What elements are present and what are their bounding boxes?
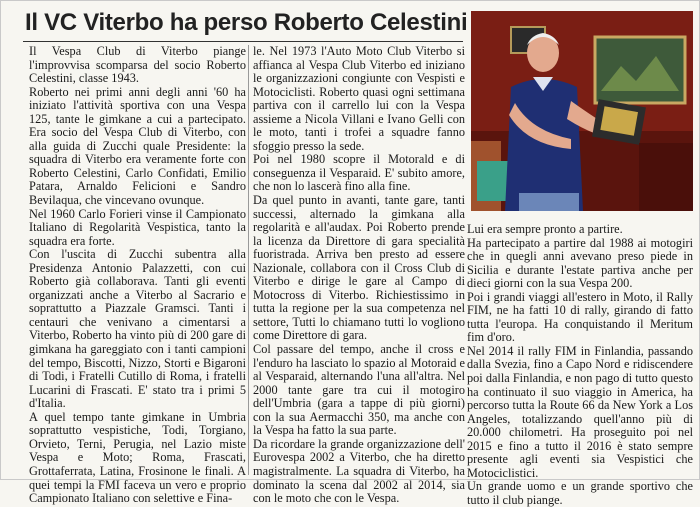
man-holding-plaque-icon [471, 11, 693, 211]
paragraph: Lui era sempre pronto a partire. [467, 222, 623, 236]
article-column-2 [253, 44, 465, 506]
article-column-3 [467, 222, 693, 507]
article-column-1 [29, 44, 246, 506]
headline-rule [23, 41, 463, 42]
paragraph: Nel 2014 il rally FIM in Finlandia, passando dalla Svezia, fino a Capo Nord e ridiscendere poi dalla Finlandia, e non pago di tutto questo ha continuato il suo viaggio in America, ha percorso tutta la Route 66 da New York a Los Angeles, totalizzando quell'anno più di 20.000 chilometri. Ha proseguito poi nel 2015 e fino a tutto il 2016 è stato sempre presente agli eventi sia Vespistici che Motociclistici. [467, 343, 693, 480]
paragraph: Il Vespa Club di Viterbo piange l'improvvisa scomparsa del socio Roberto Celestini, classe 1943. [29, 44, 246, 86]
article-headline: Il VC Viterbo ha perso Roberto Celestini [25, 9, 468, 36]
paragraph: Roberto nei primi anni degli anni '60 ha iniziato l'attività sportiva con una Vespa 125, tante le gimkane a cui a partecipato. Era socio del Vespa Club di Viterbo, con alla guida di Zucchi quale Presidente: la squadra di Viterbo era veramente forte con Roberto Celestini, Carlo Confidati, Emilio Patara, Arnaldo Felicioni e Sandro Bevilaqua, che vincevano ovunque. [29, 84, 246, 208]
paragraph: Da quel punto in avanti, tante gare, tanti successi, alternado la gimkana alla regolarità e all'audax. Poi Roberto prende la licenza da Direttore di gara specialità fuoristrada. Arriva ben presto ad essere Nazionale, collabora con il Cross Club di Viterbo e dirige le gare al Campo di Motocross di Viterbo. Richiestissimo in tutta la regione per la sua competenza nel settore, Tutti lo chiamano tutti lo vogliono come Direttore di gara. [253, 193, 465, 343]
paragraph: Da ricordare la grande organizzazione dell' Eurovespa 2002 a Viterbo, che ha diretto magistralmente. La squadra di Viterbo, ha dominato la scena dal 2002 al 2014, sia con le moto che con le Vespa. [253, 436, 465, 506]
paragraph: Col passare del tempo, anche il cross e l'enduro ha lasciato lo spazio al Motoraid e al Vesparaid, alternando l'una all'altra. Nel 2000 tante gare tra cui il motogiro dell'Umbria (gara a tappe di più giorni) con la sua Aermacchi 350, ma anche con la Vespa ha fatto la sua parte. [253, 342, 465, 438]
column-divider [248, 45, 249, 475]
paragraph: Poi i grandi viaggi all'estero in Moto, il Rally FIM, ne ha fatti 10 di rally, girando di fatto tutta l'europa. Ha conquistando il Meritum fim d'oro. [467, 289, 693, 345]
article-photo [471, 11, 693, 211]
paragraph: Con l'uscita di Zucchi subentra alla Presidenza Antonio Palazzetti, con cui Roberto già collaborava. Tanti gli eventi organizzati anche a Viterbo al Sacrario e soprattutto a Piazzale Gramsci. Tanti i centauri che venivano a cimentarsi a Viterbo, Roberto ha vinto più di 200 gare di gimkana ha gareggiato con i tanti campioni del tempo, Biscotti, Nizzo, Storti e Bigaroni di Todi, i Fratelli Cutillo di Roma, i fratelli Lucarini di Frascati. E' stato tra i primi 5 d'Italia. [29, 247, 246, 411]
paragraph: Un grande uomo e un grande sportivo che tutto il club piange. [467, 479, 693, 507]
paragraph: Poi nel 1980 scopre il Motorald e di conseguenza il Vesparaid. E' subito amore, che non lo lascerà fino alla fine. [253, 152, 465, 194]
paragraph: le. Nel 1973 l'Auto Moto Club Viterbo si affianca al Vespa Club Viterbo ed iniziano le organizzazioni congiunte con Vespisti e Motociclisti. Roberto quasi ogni settimana partiva con il carrello lui con la Vespa assieme a Nicola Villani e Ivano Gelli con le moto, tanti i trofei a squadre fanno sfoggio presso la sede. [253, 44, 465, 153]
paragraph: A quel tempo tante gimkane in Umbria soprattutto vespistiche, Todi, Torgiano, Orvieto, Terni, Perugia, nel Lazio miste Vespa e Moto; Roma, Frascati, Grottaferrata, Latina, Frosinone le finali. A quei tempi la FMI faceva un vero e proprio Campionato Italiano con selettive e Fina- [29, 409, 246, 506]
paragraph: Ha partecipato a partire dal 1988 ai motogiri che in quegli anni avevano preso piede in Sicilia e durante l'estate partiva anche per dieci giorni con la sua Vespa 200. [467, 235, 693, 291]
paragraph: Nel 1960 Carlo Forieri vinse il Campionato Italiano di Regolarità Vespistica, tanto la squadra era forte. [29, 206, 246, 248]
